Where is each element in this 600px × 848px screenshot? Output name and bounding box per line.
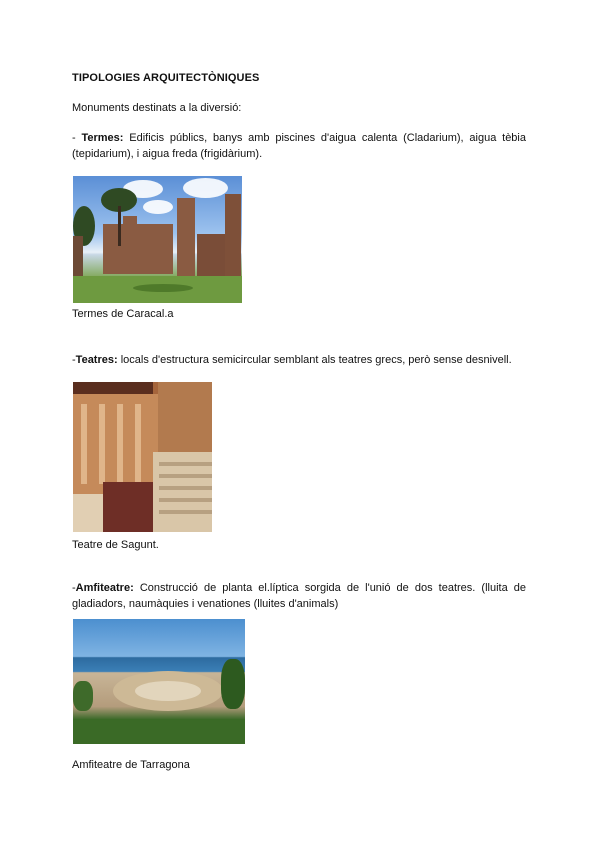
termes-photo [73, 176, 242, 303]
teatres-term: Teatres: [75, 354, 118, 366]
amfiteatre-paragraph [72, 580, 526, 612]
termes-text: Edificis públics, banys amb piscines d'aigua calenta (Cladarium), aigua tèbia (tepidarium), i aigua freda (frigidàrium). [72, 132, 526, 160]
teatre-photo [73, 382, 212, 532]
teatres-text: locals d'estructura semicircular semblant als teatres grecs, però sense desnivell. [117, 354, 512, 366]
termes-prefix: - [72, 132, 82, 144]
teatre-caption: Teatre de Sagunt. [72, 539, 159, 551]
intro-text: Monuments destinats a la diversió: [72, 102, 242, 114]
amfiteatre-caption: Amfiteatre de Tarragona [72, 759, 190, 771]
teatres-paragraph [72, 352, 526, 368]
termes-paragraph [72, 130, 526, 162]
amfiteatre-term: Amfiteatre: [75, 582, 134, 594]
teatres-prefix: - [72, 354, 76, 366]
termes-caption: Termes de Caracal.a [72, 308, 174, 320]
termes-term: Termes: [81, 132, 124, 144]
page-title: TIPOLOGIES ARQUITECTÒNIQUES [72, 72, 260, 84]
amfiteatre-text: Construcció de planta el.líptica sorgida de l'unió de dos teatres. (lluita de gladiadors, naumàquies i venationes (lluites d'animals) [72, 582, 526, 610]
amfiteatre-prefix: - [72, 582, 76, 594]
amfiteatre-photo [73, 619, 245, 744]
